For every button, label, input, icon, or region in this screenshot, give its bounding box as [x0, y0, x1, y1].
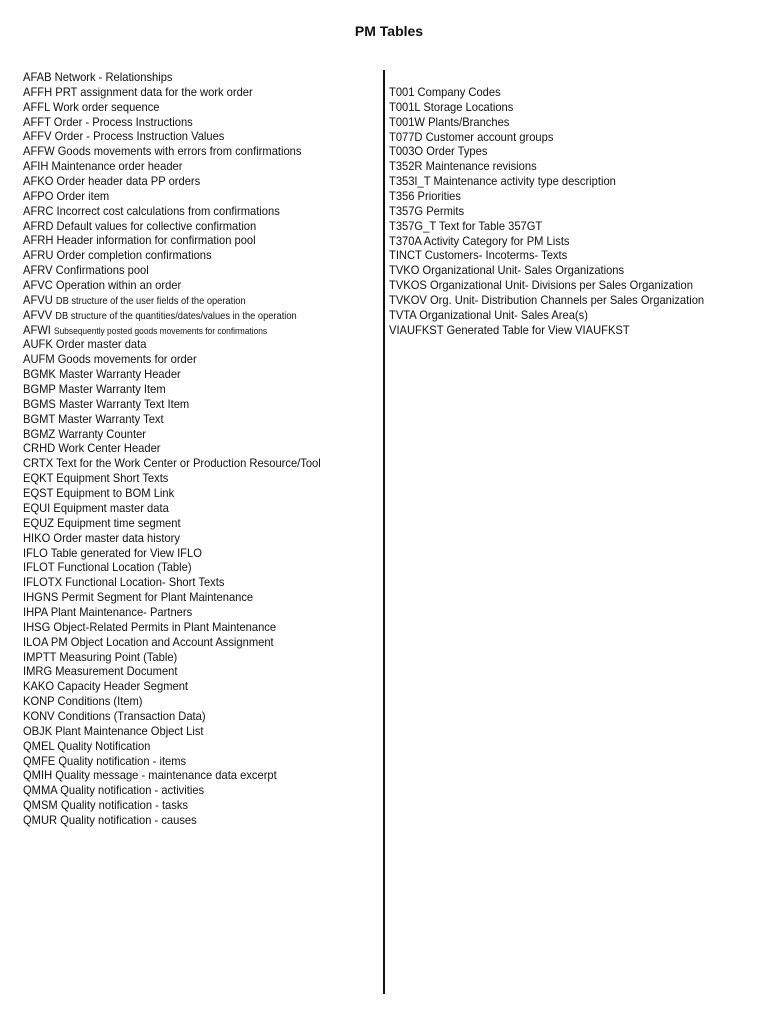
table-entry — [23, 635, 353, 650]
table-entry — [389, 278, 738, 293]
table-entry — [23, 263, 353, 278]
table-code: AFAB — [23, 70, 52, 84]
table-description: Order - Process Instructions — [53, 114, 193, 129]
table-entry — [23, 219, 353, 234]
table-code: BGMZ — [23, 426, 56, 441]
table-code: ILOA — [23, 634, 48, 649]
table-code: BGMT — [23, 411, 56, 426]
table-code: AFRD — [23, 218, 54, 233]
table-description: Default values for collective confirmation — [56, 218, 257, 233]
table-entry — [389, 204, 738, 219]
table-code: AFWI — [23, 322, 51, 337]
table-entry — [23, 129, 353, 144]
table-description: Table generated for View IFLO — [50, 545, 202, 560]
table-entry — [23, 308, 353, 323]
table-code: QMMA — [23, 783, 58, 798]
table-entry — [23, 620, 353, 635]
table-entry — [23, 739, 353, 754]
table-code: TVKOV — [389, 293, 427, 308]
table-code: IFLOT — [23, 560, 55, 575]
table-description: Order master data history — [53, 530, 180, 545]
table-description: Generated Table for View VIAUFKST — [446, 322, 630, 337]
table-description: Equipment master data — [53, 500, 169, 515]
table-code: IFLOTX — [23, 575, 63, 590]
table-description: Text for the Work Center or Production Resource/Tool — [56, 456, 321, 471]
table-description: Customer account groups — [425, 129, 554, 144]
table-entry — [23, 441, 353, 456]
table-code: CRHD — [23, 441, 56, 456]
table-description: Master Warranty Item — [58, 382, 166, 397]
table-description: Order header data PP orders — [56, 174, 201, 189]
table-code: TINCT — [389, 248, 422, 263]
table-code: EQST — [23, 486, 54, 501]
table-description: Quality Notification — [57, 738, 151, 753]
table-description: PM Object Location and Account Assignment — [50, 634, 274, 649]
table-code: AFRV — [23, 263, 53, 278]
table-description: Org. Unit- Distribution Channels per Sales Organization — [429, 293, 705, 308]
table-description: Operation within an order — [55, 278, 182, 293]
table-entry — [23, 486, 353, 501]
table-description: Priorities — [417, 189, 461, 204]
table-entry — [23, 650, 353, 665]
table-entry — [23, 412, 353, 427]
table-entry — [23, 575, 353, 590]
table-description: Order Types — [426, 144, 488, 159]
table-code: AFKO — [23, 174, 54, 189]
table-code: AUFM — [23, 352, 55, 367]
table-code: AFFT — [23, 114, 51, 129]
table-entry — [389, 248, 738, 263]
table-description: Warranty Counter — [58, 426, 147, 441]
table-description: DB structure of the quantities/dates/values in the operation — [55, 310, 297, 322]
table-entry — [23, 546, 353, 561]
table-code: BGMS — [23, 396, 56, 411]
table-code: AFFH — [23, 84, 53, 99]
table-code: AFVV — [23, 307, 53, 322]
table-description: Goods movements with errors from confirmations — [57, 144, 302, 159]
table-code: EQKT — [23, 471, 54, 486]
table-code: T001L — [389, 99, 421, 114]
table-description: Work Center Header — [58, 441, 161, 456]
table-entry — [23, 590, 353, 605]
table-description: Customers- Incoterms- Texts — [424, 248, 568, 263]
table-entry — [23, 664, 353, 679]
table-code: IHSG — [23, 619, 51, 634]
table-description: Subsequently posted goods movements for confirmations — [54, 325, 268, 336]
column-divider — [383, 70, 385, 994]
table-code: KONP — [23, 694, 55, 709]
table-description: Quality notification - activities — [60, 783, 205, 798]
table-entry — [23, 813, 353, 828]
table-entry — [23, 501, 353, 516]
table-entry — [23, 397, 353, 412]
table-entry — [23, 427, 353, 442]
table-description: Measurement Document — [55, 664, 178, 679]
table-entry — [23, 248, 353, 263]
table-description: Functional Location- Short Texts — [65, 575, 225, 590]
table-entry — [23, 382, 353, 397]
table-code: EQUZ — [23, 515, 55, 530]
table-code: AFFL — [23, 99, 50, 114]
table-description: Text for Table 357GT — [438, 218, 543, 233]
table-entry — [23, 798, 353, 813]
table-entry — [23, 204, 353, 219]
table-entry — [23, 189, 353, 204]
table-description: Goods movements for order — [57, 352, 197, 367]
table-code: TVKOS — [389, 278, 427, 293]
table-entry — [389, 263, 738, 278]
table-description: Header information for confirmation pool — [56, 233, 256, 248]
table-description: Incorrect cost calculations from confirmations — [56, 203, 280, 218]
table-description: Conditions (Transaction Data) — [57, 708, 206, 723]
table-description: Maintenance activity type description — [433, 174, 616, 189]
table-code: QMEL — [23, 738, 55, 753]
table-code: T001 — [389, 85, 415, 99]
table-description: Quality notification - items — [58, 753, 187, 768]
table-entry — [23, 115, 353, 130]
table-entry — [389, 293, 738, 308]
table-code: IHGNS — [23, 590, 59, 605]
table-description: Master Warranty Header — [58, 367, 181, 382]
table-entry — [23, 293, 353, 308]
table-entry — [23, 352, 353, 367]
table-code: TVKO — [389, 263, 420, 278]
table-entry — [23, 724, 353, 739]
table-entry — [389, 85, 738, 100]
table-entry — [23, 709, 353, 724]
table-description: Order - Process Instruction Values — [54, 129, 225, 144]
table-entry — [23, 367, 353, 382]
table-description: Capacity Header Segment — [57, 679, 189, 694]
table-code: T356 — [389, 189, 415, 204]
table-entry — [389, 308, 738, 323]
table-entry — [23, 516, 353, 531]
table-entry — [23, 278, 353, 293]
table-entry — [389, 144, 738, 159]
table-code: TVTA — [389, 307, 417, 322]
table-entry — [23, 100, 353, 115]
table-description: Conditions (Item) — [57, 694, 143, 709]
table-code: T370A — [389, 233, 422, 248]
table-code: KAKO — [23, 679, 55, 694]
table-code: T357G — [389, 203, 424, 218]
table-code: KONV — [23, 708, 55, 723]
table-entry — [389, 100, 738, 115]
table-entry — [23, 144, 353, 159]
table-entry — [23, 605, 353, 620]
table-code: T353I_T — [389, 174, 431, 189]
table-description: Company Codes — [417, 85, 501, 99]
table-description: Quality message - maintenance data excerpt — [55, 768, 277, 783]
table-entry — [23, 233, 353, 248]
table-entry — [23, 323, 353, 338]
table-entry — [23, 754, 353, 769]
table-description: Organizational Unit- Sales Organizations — [422, 263, 625, 278]
table-code: QMSM — [23, 798, 58, 813]
table-entry — [23, 456, 353, 471]
table-code: T077D — [389, 129, 423, 144]
table-code: EQUI — [23, 500, 51, 515]
table-code: OBJK — [23, 723, 53, 738]
table-code: AFIH — [23, 159, 49, 174]
left-table-list — [23, 70, 378, 828]
table-entry — [389, 174, 738, 189]
page-title: PM Tables — [354, 23, 424, 39]
table-code: QMFE — [23, 753, 56, 768]
table-description: Equipment time segment — [57, 515, 181, 530]
table-entry — [389, 323, 738, 338]
table-description: PRT assignment data for the work order — [55, 84, 253, 99]
table-code: HIKO — [23, 530, 51, 545]
table-code: AFRC — [23, 203, 54, 218]
table-code: AFRU — [23, 248, 54, 263]
table-entry — [23, 471, 353, 486]
table-description: DB structure of the user fields of the operation — [55, 295, 246, 307]
table-description: Equipment to BOM Link — [56, 486, 175, 501]
table-entry — [23, 70, 353, 85]
table-description: Organizational Unit- Sales Area(s) — [419, 307, 588, 322]
table-code: T352R — [389, 159, 423, 174]
table-code: QMIH — [23, 768, 53, 783]
table-entry — [23, 337, 353, 352]
table-code: BGMP — [23, 382, 56, 397]
table-entry — [23, 159, 353, 174]
table-code: VIAUFKST — [389, 322, 444, 337]
table-entry — [389, 189, 738, 204]
table-code: IFLO — [23, 545, 48, 560]
table-code: AFRH — [23, 233, 54, 248]
table-code: T001W — [389, 114, 425, 129]
table-code: IMRG — [23, 664, 53, 679]
table-description: Master Warranty Text Item — [58, 396, 190, 411]
table-code: QMUR — [23, 812, 58, 827]
right-table-list — [389, 85, 764, 338]
table-description: Measuring Point (Table) — [59, 649, 178, 664]
table-description: Work order sequence — [52, 99, 160, 114]
table-description: Maintenance order header — [51, 159, 183, 174]
table-description: Network - Relationships — [54, 70, 173, 84]
table-code: AFPO — [23, 188, 54, 203]
table-code: AUFK — [23, 337, 53, 352]
table-description: Plant Maintenance Object List — [55, 723, 204, 738]
table-code: T003O — [389, 144, 424, 159]
table-entry — [389, 130, 738, 145]
table-description: Permits — [426, 203, 465, 218]
table-entry — [389, 219, 738, 234]
table-entry — [23, 531, 353, 546]
table-entry — [23, 783, 353, 798]
table-description: Plants/Branches — [428, 114, 510, 129]
table-description: Plant Maintenance- Partners — [50, 604, 193, 619]
table-code: T357G_T — [389, 218, 436, 233]
table-description: Order completion confirmations — [56, 248, 212, 263]
table-description: Activity Category for PM Lists — [423, 233, 570, 248]
table-entry — [23, 694, 353, 709]
table-description: Quality notification - tasks — [60, 798, 189, 813]
table-code: AFFV — [23, 129, 52, 144]
table-description: Master Warranty Text — [58, 411, 164, 426]
table-code: AFFW — [23, 144, 55, 159]
table-description: Quality notification - causes — [60, 812, 197, 827]
table-description: Storage Locations — [423, 99, 514, 114]
table-code: BGMK — [23, 367, 56, 382]
table-entry — [23, 768, 353, 783]
table-description: Confirmations pool — [55, 263, 149, 278]
table-code: IMPTT — [23, 649, 57, 664]
table-code: IHPA — [23, 604, 48, 619]
table-entry — [23, 174, 353, 189]
table-entry — [23, 85, 353, 100]
table-description: Maintenance revisions — [425, 159, 537, 174]
table-description: Order master data — [55, 337, 147, 352]
table-entry — [389, 159, 738, 174]
table-description: Permit Segment for Plant Maintenance — [61, 590, 254, 605]
table-description: Order item — [56, 188, 110, 203]
table-description: Organizational Unit- Divisions per Sales Organization — [429, 278, 693, 293]
table-description: Functional Location (Table) — [57, 560, 192, 575]
table-description: Equipment Short Texts — [56, 471, 169, 486]
table-code: AFVU — [23, 292, 53, 307]
table-description: Object-Related Permits in Plant Maintenance — [53, 619, 277, 634]
table-code: CRTX — [23, 456, 54, 471]
table-code: AFVC — [23, 278, 53, 293]
table-entry — [389, 234, 738, 249]
table-entry — [23, 560, 353, 575]
table-entry — [23, 679, 353, 694]
table-entry — [389, 115, 738, 130]
